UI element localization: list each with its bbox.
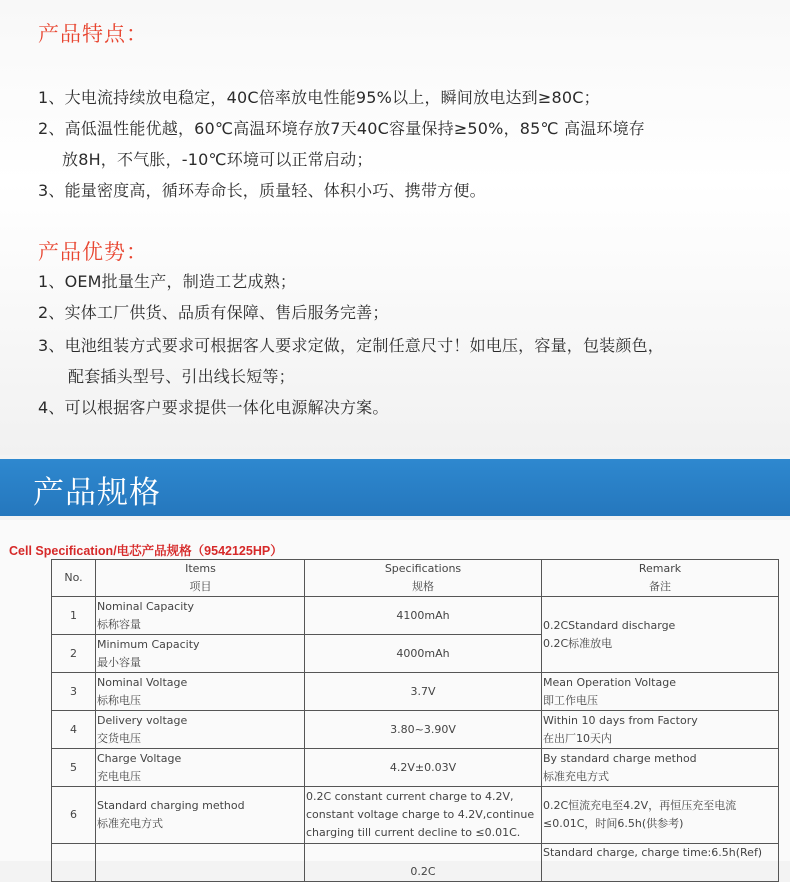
- table-row: [52, 711, 779, 749]
- table-row: [52, 787, 779, 844]
- row-remark: Standard charge, charge time:6.5h(Ref): [542, 844, 779, 882]
- row-no: 3: [52, 673, 96, 711]
- item-en: Nominal Voltage: [97, 675, 188, 689]
- row-no: 2: [52, 635, 96, 673]
- row-item: [96, 635, 305, 673]
- cell-spec-table: [51, 559, 779, 882]
- row-item: [96, 673, 305, 711]
- feature-line-2-cont: 放8H，不气胀，-10℃环境可以正常启动；: [62, 150, 373, 169]
- remark-line: 0.2C恒流充电至4.2V，再恒压充至电流: [543, 799, 737, 812]
- item-en: Minimum Capacity: [97, 637, 200, 651]
- spec-line: charging till current decline to ≤0.01C.: [306, 826, 521, 839]
- header-remark-en: Remark: [638, 562, 682, 575]
- feature-line-2: 2、高低温性能优越，60℃高温环境存放7天40C容量保持≥50%，85℃ 高温环境存: [38, 119, 646, 138]
- row-spec: 4.2V±0.03V: [305, 749, 542, 787]
- row-item: [96, 787, 305, 844]
- advantages-title: 产品优势：: [38, 240, 148, 264]
- row-no: 6: [52, 787, 96, 844]
- row-item: [96, 711, 305, 749]
- item-cn: 充电电压: [97, 769, 141, 783]
- row-spec: 4000mAh: [305, 635, 542, 673]
- item-en: Standard charging method: [97, 799, 245, 812]
- item-en: Nominal Capacity: [97, 599, 195, 613]
- item-en: Delivery voltage: [97, 713, 188, 727]
- table-header-row: [52, 560, 779, 597]
- remark-en: By standard charge method: [543, 751, 697, 765]
- cell-spec-title: Cell Specification/电芯产品规格（9542125HP）: [9, 544, 283, 558]
- item-cn: 标称电压: [97, 693, 141, 707]
- advantage-line-4: 4、可以根据客户要求提供一体化电源解决方案。: [38, 398, 389, 417]
- row-remark: [542, 787, 779, 844]
- header-remark: [542, 560, 779, 597]
- row-no: 5: [52, 749, 96, 787]
- features-title: 产品特点：: [38, 22, 148, 46]
- row-remark: [542, 711, 779, 749]
- table-row: [52, 673, 779, 711]
- table-row: [52, 749, 779, 787]
- advantage-line-2: 2、实体工厂供货、品质有保障、售后服务完善；: [38, 303, 389, 322]
- row-no: [52, 844, 96, 882]
- header-spec-cn: 规格: [412, 580, 434, 593]
- row-item: [96, 844, 305, 882]
- row-no: 1: [52, 597, 96, 635]
- row-spec: 3.7V: [305, 673, 542, 711]
- row-spec: 4100mAh: [305, 597, 542, 635]
- row-no: 4: [52, 711, 96, 749]
- specs-banner-title: 产品规格: [33, 475, 161, 511]
- header-items-en: Items: [185, 562, 216, 575]
- header-spec-en: Specifications: [384, 562, 462, 575]
- remark-cn: 0.2C标准放电: [543, 636, 613, 650]
- row-remark: [542, 749, 779, 787]
- advantage-line-3: 3、电池组装方式要求可根据客人要求定做，定制任意尺寸！如电压，容量，包装颜色，: [38, 336, 664, 355]
- advantage-line-1: 1、OEM批量生产，制造工艺成熟；: [38, 272, 297, 291]
- remark-en: 0.2CStandard discharge: [543, 618, 676, 632]
- item-cn: 最小容量: [97, 655, 141, 669]
- header-no: No.: [52, 560, 96, 597]
- row-spec: [305, 787, 542, 844]
- item-cn: 交货电压: [97, 731, 141, 745]
- header-items-cn: 项目: [189, 580, 212, 593]
- row-item: [96, 749, 305, 787]
- spec-line: constant voltage charge to 4.2V,continue: [306, 808, 535, 821]
- remark-en: Mean Operation Voltage: [543, 675, 676, 689]
- item-cn: 标称容量: [97, 617, 141, 631]
- table-row: [52, 844, 779, 882]
- spec-sheet-image: [0, 520, 790, 878]
- feature-line-1: 1、大电流持续放电稳定，40C倍率放电性能95%以上，瞬间放电达到≥80C；: [38, 88, 600, 107]
- remark-en: Within 10 days from Factory: [543, 713, 698, 727]
- row-spec: 0.2C: [305, 844, 542, 882]
- row-remark-merged: [542, 597, 779, 673]
- header-spec: [305, 560, 542, 597]
- row-remark: [542, 673, 779, 711]
- spec-line: 0.2C constant current charge to 4.2V,: [306, 790, 514, 803]
- remark-cn: 即工作电压: [543, 693, 598, 707]
- feature-line-3: 3、能量密度高，循环寿命长，质量轻、体积小巧、携带方便。: [38, 181, 486, 200]
- remark-line: ≤0.01C，时间6.5h(供参考): [543, 817, 684, 830]
- item-cn: 标准充电方式: [97, 817, 163, 830]
- header-items: [96, 560, 305, 597]
- header-remark-cn: 备注: [649, 580, 671, 593]
- remark-cn: 标准充电方式: [543, 769, 609, 783]
- remark-cn: 在出厂10天内: [543, 731, 612, 745]
- advantage-line-3-cont: 配套插头型号、引出线长短等；: [68, 367, 295, 386]
- specs-banner: [0, 459, 790, 516]
- row-spec: 3.80~3.90V: [305, 711, 542, 749]
- table-row: [52, 597, 779, 635]
- item-en: Charge Voltage: [97, 751, 182, 765]
- row-item: [96, 597, 305, 635]
